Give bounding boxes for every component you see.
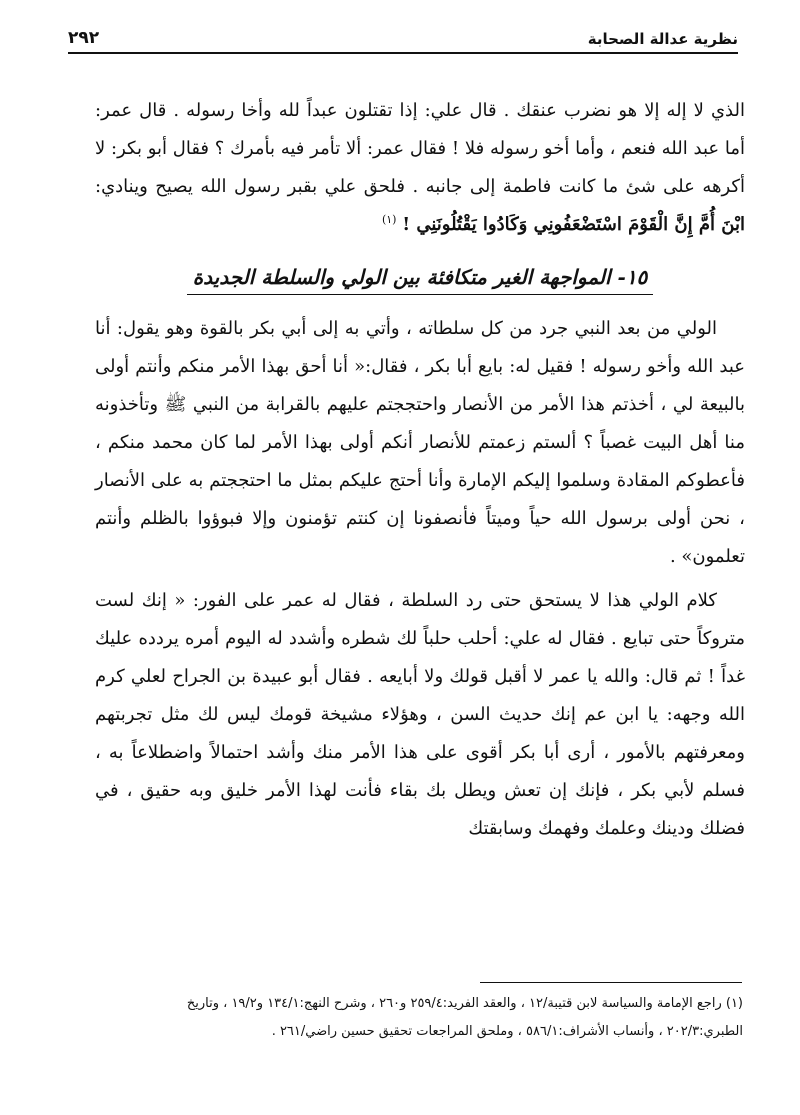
footnote-line-2: الطبري:٢٠٢/٣ ، وأنساب الأشراف:٥٨٦/١ ، وملحق المراجعات تحقيق حسين راضي/٢٦١ . xyxy=(271,1024,743,1039)
quran-verse: ابْنَ أُمَّ إِنَّ الْقَوْمَ اسْتَضْعَفُونِي وَكَادُوا يَقْتُلُونَنِي ! xyxy=(402,214,745,235)
running-title: نظرية عدالة الصحابة xyxy=(587,30,738,48)
page-header xyxy=(68,28,738,54)
paragraph-3: كلام الولي هذا لا يستحق حتى رد السلطة ، فقال له عمر على الفور: « إنك لست متروكاً حتى تبايع . فقال له علي: أحلب حلباً لك شطره وأشدد له اليوم أمره يردده عليك غداً ! ثم قال: والله يا عمر لا أقبل قولك ولا أبايعه . فقال أبو عبيدة بن الجراح لعلي كرم الله وجهه: يا ابن عم إنك حديث السن ، وهؤلاء مشيخة قومك ليس لك مثل تجربتهم ومعرفتهم بالأمور ، أرى أبا بكر أقوى على هذا الأمر منك وأشد احتمالاً واضطلاعاً به ، فسلم لأبي بكر ، فإنك إن تعش ويطل بك بقاء فأنت لهذا الأمر خليق وبه حقيق ، في فضلك ودينك وعلمك وفهمك وسابقتك xyxy=(95,590,745,839)
page-number: ٢٩٢ xyxy=(68,28,100,48)
footnote-divider xyxy=(480,982,742,983)
footnote-reference: (١) xyxy=(381,213,397,226)
section-heading-text: ١٥- المواجهة الغير متكافئة بين الولي والسلطة الجديدة xyxy=(187,260,654,295)
section-heading xyxy=(95,258,745,296)
footnote-line-1: (١) راجع الإمامة والسياسة لابن قتيبة/١٢ ، والعقد الفريد:٢٥٩/٤ و٢٦٠ ، وشرح النهج:١٣٤/١ و١٩/٢ ، وتاريخ xyxy=(186,996,743,1011)
paragraph-2: الولي من بعد النبي جرد من كل سلطاته ، وأتي به إلى أبي بكر بالقوة وهو يقول: أنا عبد الله وأخو رسوله ! فقيل له: بايع أبا بكر ، فقال:« أنا أحق بهذا الأمر منكم وأنتم أولى بالبيعة لي ، أخذتم هذا الأمر من الأنصار واحتججتم عليهم بالقرابة من النبي ﷺ وتأخذونه منا أهل البيت غصباً ؟ ألستم زعمتم للأنصار أنكم أولى بهذا الأمر لما كان محمد منكم ، فأعطوكم المقادة وسلموا إليكم الإمارة وأنا أحتج عليكم بمثل ما احتججتم به على الأنصار ، نحن أولى برسول الله حياً وميتاً فأنصفونا إن كنتم تؤمنون وإلا فبوؤوا بالظلم وأنتم تعلمون» . xyxy=(95,318,745,567)
paragraph-1-text: الذي لا إله إلا هو نضرب عنقك . قال علي: إذا تقتلون عبداً لله وأخا رسوله . قال عمر: أما عبد الله فنعم ، وأما أخو رسوله فلا ! فقال عمر: ألا تأمر فيه بأمرك ؟ فقال أبو بكر: لا أكرهه على شئ ما كانت فاطمة إلى جانبه . فلحق علي بقبر رسول الله يصيح وينادي: xyxy=(95,100,745,197)
main-text xyxy=(95,92,745,848)
paragraph-1 xyxy=(95,92,745,244)
footnotes xyxy=(68,990,743,1046)
